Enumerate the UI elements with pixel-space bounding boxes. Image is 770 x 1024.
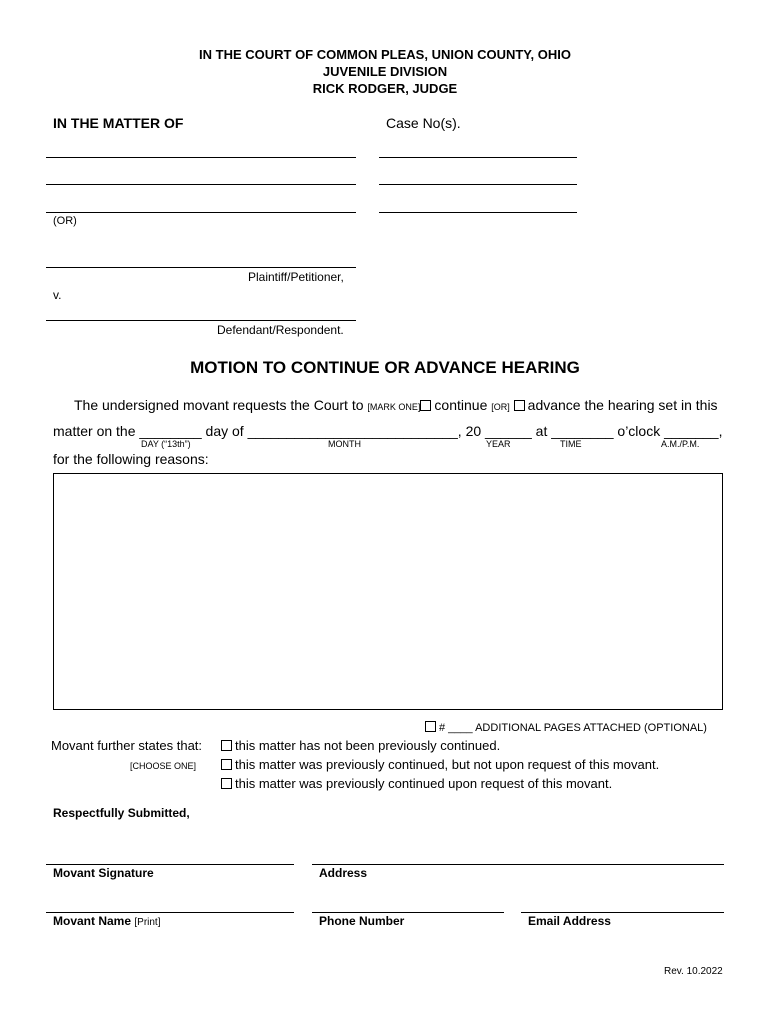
choose-one-note: [CHOOSE ONE]	[130, 761, 197, 771]
defendant-line[interactable]	[46, 320, 356, 321]
hearing-date-line[interactable]: matter on the ________ day of ___________________________, 20 ______ at ________ o’clock _______,	[53, 423, 723, 439]
day-sublabel: DAY (“13th”)	[141, 439, 191, 449]
option-1-checkbox[interactable]	[221, 740, 232, 751]
or-note: [OR]	[491, 402, 510, 412]
mark-one-note: [MARK ONE]	[367, 402, 421, 412]
revision-label: Rev. 10.2022	[664, 966, 723, 977]
court-name: IN THE COURT OF COMMON PLEAS, UNION COUNTY, OHIO	[199, 47, 571, 62]
option-2-checkbox[interactable]	[221, 759, 232, 770]
reasons-textbox[interactable]	[53, 473, 723, 710]
further-states-label: Movant further states that:	[51, 738, 203, 753]
movant-name-label-row	[53, 914, 161, 928]
phone-line[interactable]	[312, 912, 504, 913]
ampm-sublabel: A.M./P.M.	[661, 439, 700, 449]
additional-pages-label: # ____ ADDITIONAL PAGES ATTACHED (OPTIONAL)	[439, 722, 707, 734]
division-name: JUVENILE DIVISION	[322, 64, 448, 79]
option-1-label: this matter has not been previously continued.	[235, 738, 501, 753]
continue-label: continue	[434, 397, 488, 413]
case-no-line-1[interactable]	[379, 157, 577, 158]
email-label: Email Address	[528, 914, 611, 928]
year-sublabel: YEAR	[486, 439, 511, 449]
advance-label: advance the hearing set in this	[527, 397, 718, 413]
in-the-matter-of-label: IN THE MATTER OF	[53, 115, 184, 131]
option-continued-movant[interactable]	[221, 776, 612, 791]
defendant-label: Defendant/Respondent.	[217, 323, 344, 337]
judge-name: RICK RODGER, JUDGE	[312, 81, 458, 96]
phone-label: Phone Number	[319, 914, 405, 928]
address-line[interactable]	[312, 864, 724, 865]
option-continued-not-movant[interactable]	[221, 757, 659, 772]
time-sublabel: TIME	[560, 439, 582, 449]
movant-name-label: Movant Name	[53, 914, 132, 928]
movant-signature-line[interactable]	[46, 864, 294, 865]
matter-line-3[interactable]	[46, 212, 356, 213]
option-3-checkbox[interactable]	[221, 778, 232, 789]
movant-name-line[interactable]	[46, 912, 294, 913]
plaintiff-label: Plaintiff/Petitioner,	[248, 270, 344, 284]
advance-checkbox[interactable]	[514, 400, 525, 411]
print-note: [Print]	[134, 917, 161, 928]
versus-label: v.	[53, 288, 62, 302]
movant-signature-label: Movant Signature	[53, 866, 154, 880]
additional-pages-row	[425, 721, 707, 734]
additional-pages-checkbox[interactable]	[425, 721, 436, 732]
case-no-line-2[interactable]	[379, 184, 577, 185]
matter-line-1[interactable]	[46, 157, 356, 158]
respectfully-submitted: Respectfully Submitted,	[53, 806, 190, 820]
reasons-label: for the following reasons:	[53, 451, 209, 467]
plaintiff-line[interactable]	[46, 267, 356, 268]
address-label: Address	[319, 866, 368, 880]
request-text: The undersigned movant requests the Court to	[74, 397, 364, 413]
motion-title: MOTION TO CONTINUE OR ADVANCE HEARING	[190, 358, 580, 377]
matter-line-2[interactable]	[46, 184, 356, 185]
request-line	[74, 397, 718, 413]
option-not-continued[interactable]	[221, 738, 500, 753]
continue-checkbox[interactable]	[420, 400, 431, 411]
email-line[interactable]	[521, 912, 724, 913]
option-2-label: this matter was previously continued, but not upon request of this movant.	[235, 757, 660, 772]
option-3-label: this matter was previously continued upon request of this movant.	[235, 776, 613, 791]
or-label: (OR)	[53, 215, 77, 227]
month-sublabel: MONTH	[328, 439, 361, 449]
case-nos-label: Case No(s).	[386, 115, 461, 131]
case-no-line-3[interactable]	[379, 212, 577, 213]
